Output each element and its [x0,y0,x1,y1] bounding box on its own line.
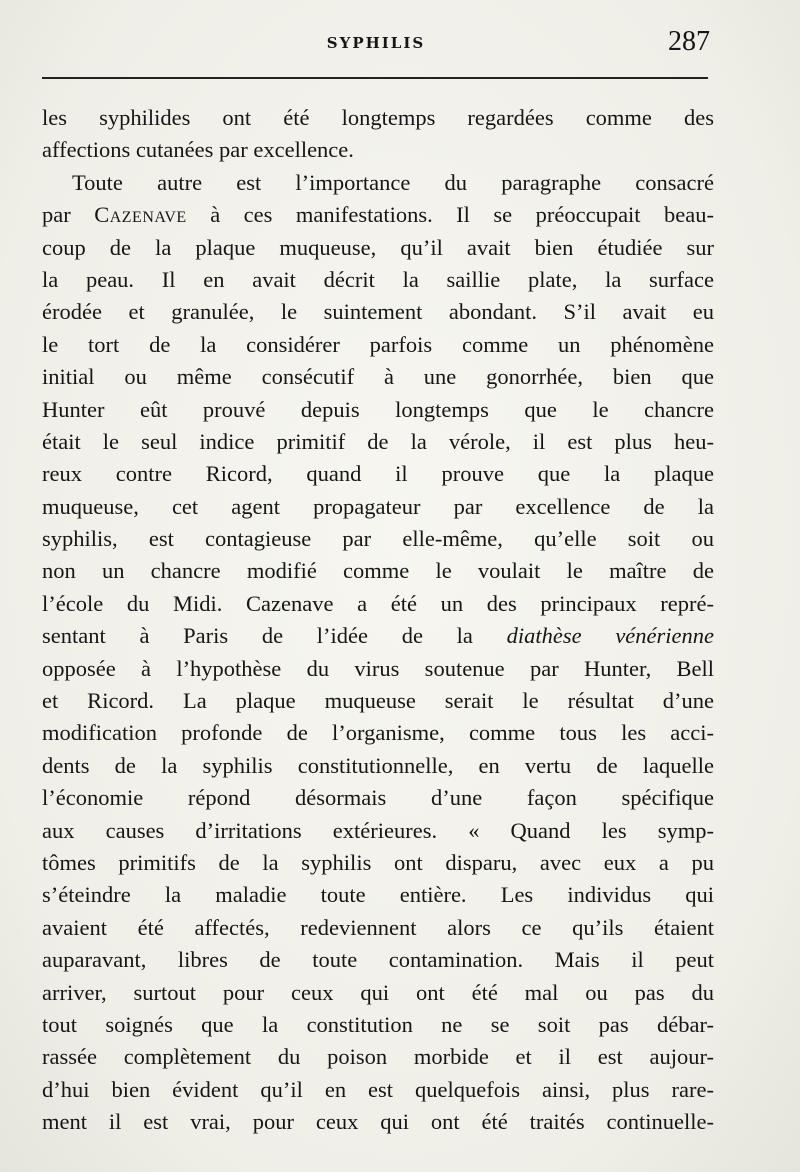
text-line: tout soignés que la constitution ne se soit pas débar- [42,1011,714,1037]
text-fragment: par [42,202,71,228]
text-line: syphilis, est contagieuse par elle-même, qu’elle soit ou [42,526,714,552]
text-line: la peau. Il en avait décrit la saillie plate, la surface [42,266,714,292]
text-line: Hunter eût prouvé depuis longtemps que le chancre [42,396,714,422]
text-line: l’école du Midi. Cazenave a été un des principaux repré- [42,590,714,616]
text-line: rassée complètement du poison morbide et il est aujour- [42,1044,714,1070]
text-line: non un chancre modifié comme le voulait le maître de [42,558,714,584]
text-line: coup de la plaque muqueuse, qu’il avait bien étudiée sur [42,234,714,260]
text-line: le tort de la considérer parfois comme un phénomène [42,331,714,357]
text-line: Toute autre est l’importance du paragraphe consacré [72,169,714,195]
page-header [42,24,710,64]
text-line: s’éteindre la maladie toute entière. Les individus qui [42,882,714,908]
text-line: les syphilides ont été longtemps regardées comme des [42,105,714,130]
text-line: dents de la syphilis constitutionnelle, en vertu de laquelle [42,752,714,778]
text-line: aux causes d’irritations extérieures. « Quand les symp- [42,817,714,843]
text-line: opposée à l’hypothèse du virus soutenue par Hunter, Bell [42,655,714,681]
italic-term: diathèse vénérienne [506,623,715,649]
text-line: arriver, surtout pour ceux qui ont été mal ou pas du [42,979,714,1005]
text-line: muqueuse, cet agent propagateur par excellence de la [42,493,714,519]
text-line: tômes primitifs de la syphilis ont disparu, avec eux a pu [42,849,714,875]
text-line: l’économie répond désormais d’une façon spécifique [42,785,714,811]
text-fragment: à ces manifestations. Il se préoccupait beau- [210,202,715,228]
text-line: modification profonde de l’organisme, comme tous les acci- [42,720,714,746]
text-line: était le seul indice primitif de la vérole, il est plus heu- [42,428,714,454]
text-line: d’hui bien évident qu’il en est quelquefois ainsi, plus rare- [42,1076,714,1102]
author-name-smallcaps: Cazenave [94,202,187,228]
text-line: érodée et granulée, le suintement abondant. S’il avait eu [42,299,714,325]
text-line: avaient été affectés, redeviennent alors ce qu’ils étaient [42,914,714,940]
page-number: 287 [668,26,710,57]
text-line: ment il est vrai, pour ceux qui ont été traités continuelle- [42,1109,714,1135]
text-line: initial ou même consécutif à une gonorrhée, bien que [42,364,714,390]
text-line: affections cutanées par excellence. [42,137,354,163]
text-line [42,620,714,652]
running-title: SYPHILIS [326,34,426,52]
text-line: et Ricord. La plaque muqueuse serait le résultat d’une [42,688,714,714]
text-line [42,199,714,231]
text-line: auparavant, libres de toute contamination. Mais il peut [42,947,714,973]
header-rule [42,77,708,79]
body-text [42,102,714,1139]
text-fragment: sentant à Paris de l’idée de la [42,623,473,649]
text-line: reux contre Ricord, quand il prouve que la plaque [42,461,714,487]
